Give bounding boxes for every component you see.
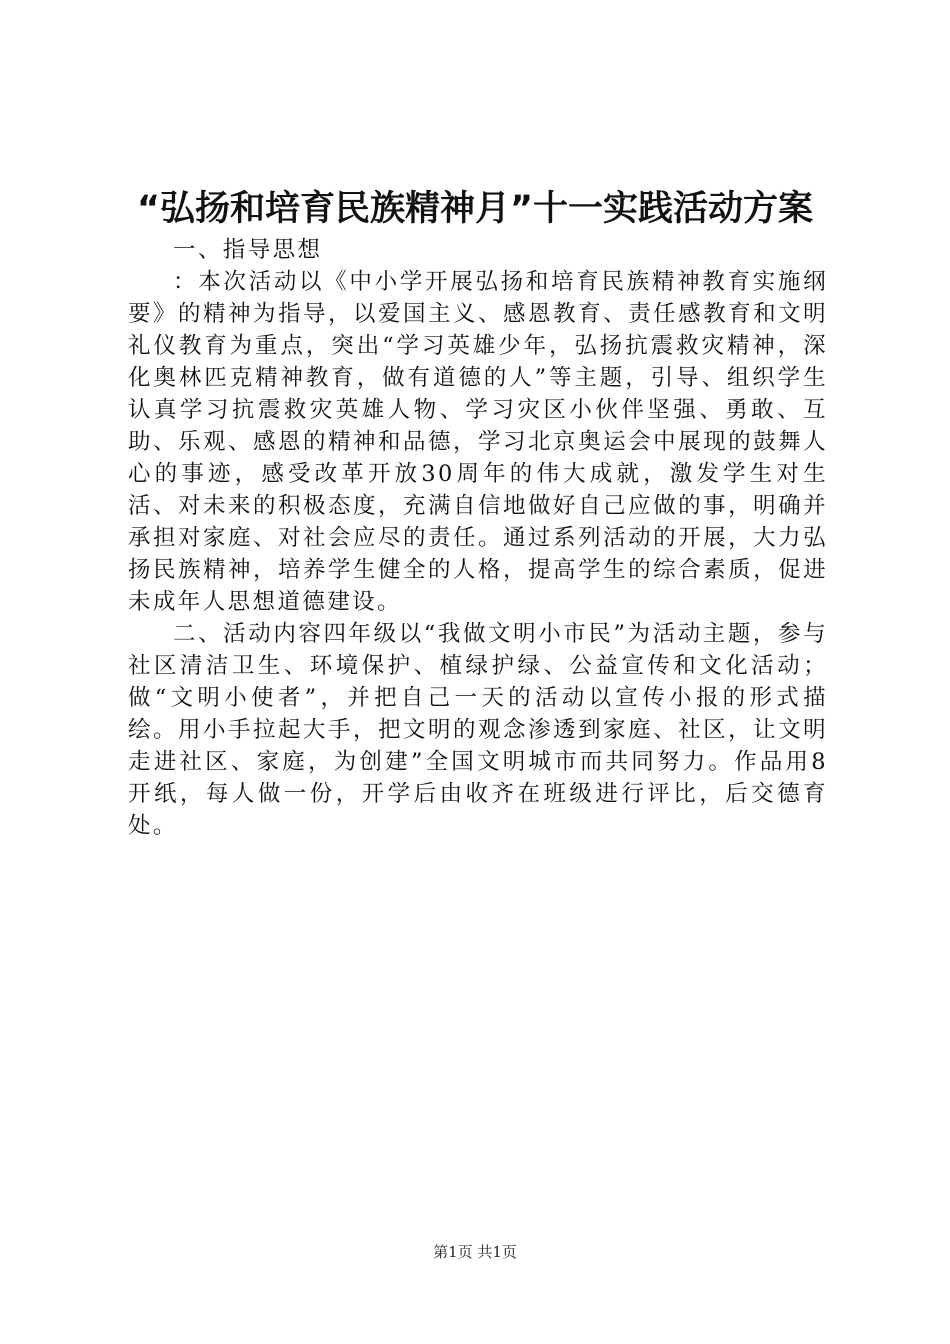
page-footer: 第1页 共1页 bbox=[433, 1243, 517, 1261]
document-body bbox=[128, 234, 828, 842]
section-heading-guiding-ideology: 一、指导思想 bbox=[173, 237, 323, 263]
document-title: “弘扬和培育民族精神月”十一实践活动方案 bbox=[136, 189, 813, 229]
paragraph-activity-content: 二、活动内容四年级以“我做文明小市民”为活动主题，参与社区清洁卫生、环境保护、植绿护绿、公益宣传和文化活动；做“文明小使者”，并把自己一天的活动以宣传小报的形式描绘。用小手拉起大手，把文明的观念渗透到家庭、社区，让文明走进社区、家庭，为创建”全国文明城市而共同努力。作品用8开纸，每人做一份，开学后由收齐在班级进行评比，后交德育处。 bbox=[128, 621, 828, 839]
paragraph-guiding-ideology: ：本次活动以《中小学开展弘扬和培育民族精神教育实施纲要》的精神为指导，以爱国主义、感恩教育、责任感教育和文明礼仪教育为重点，突出“学习英雄少年，弘扬抗震救灾精神，深化奥林匹克精神教育，做有道德的人”等主题，引导、组织学生认真学习抗震救灾英雄人物、学习灾区小伙伴坚强、勇敢、互助、乐观、感恩的精神和品德，学习北京奥运会中展现的鼓舞人心的事迹，感受改革开放30周年的伟大成就，激发学生对生活、对未来的积极态度，充满自信地做好自己应做的事，明确并承担对家庭、对社会应尽的责任。通过系列活动的开展，大力弘扬民族精神，培养学生健全的人格，提高学生的综合素质，促进未成年人思想道德建设。 bbox=[128, 269, 828, 615]
